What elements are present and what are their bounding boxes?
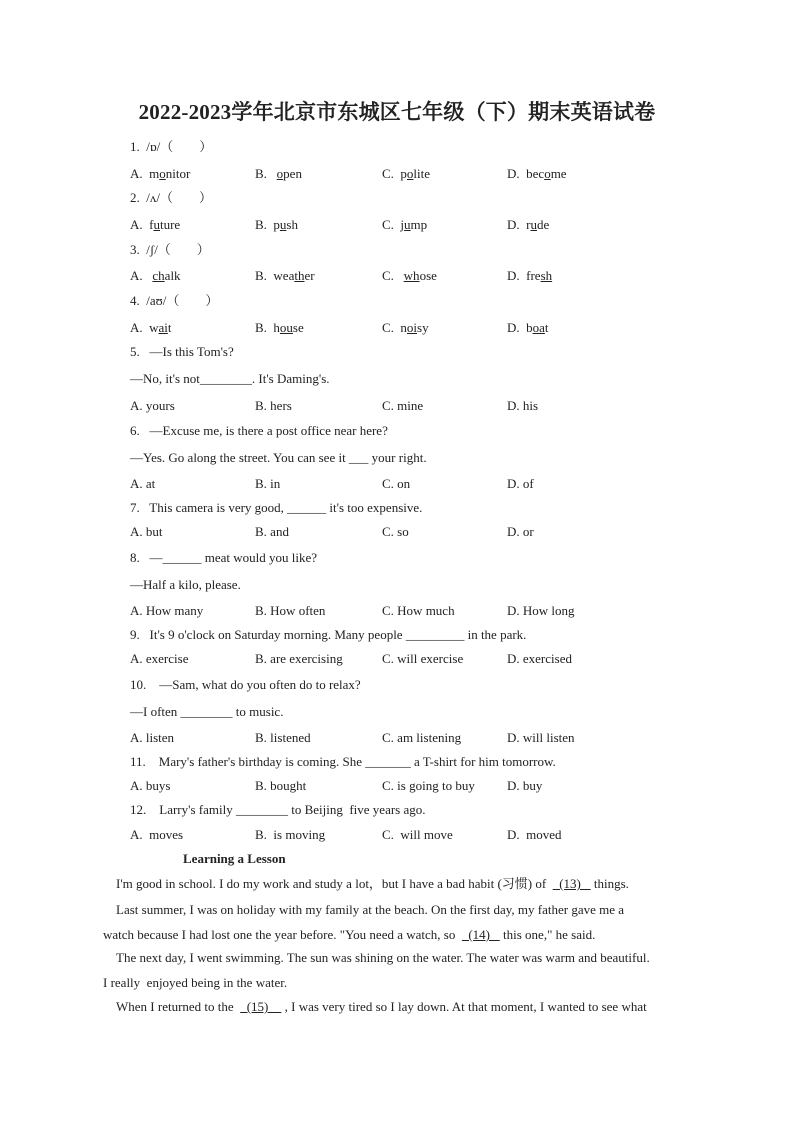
question-stem: 11. Mary's father's birthday is coming. She _______ a T-shirt for him tomorrow.: [130, 754, 556, 769]
option-b[interactable]: B. in: [255, 476, 281, 491]
underlined-letters: o: [276, 166, 284, 181]
options-row: [130, 217, 650, 233]
question-stem: 8. —______ meat would you like?: [130, 550, 318, 565]
option-text: A.: [130, 268, 153, 283]
question-stem: 10. —Sam, what do you often do to relax?: [130, 677, 361, 692]
question-stem: 6. —Excuse me, is there a post office near here?: [130, 423, 388, 438]
blank-15: (15): [240, 999, 282, 1014]
option-a[interactable]: A. moves: [130, 827, 184, 842]
option-text: A.: [130, 166, 150, 181]
options-row: [130, 166, 650, 182]
option-a[interactable]: [130, 268, 181, 284]
blank-13: (13): [552, 876, 591, 891]
passage-text: , I was very tired so I lay down. At that moment, I wanted to see what: [281, 999, 647, 1014]
option-text: w: [149, 320, 159, 335]
option-text: m: [149, 166, 160, 181]
option-text: ture: [159, 217, 181, 232]
option-text: b: [526, 320, 533, 335]
question-stem: 1. /ɒ/（ ）: [130, 139, 213, 154]
option-d[interactable]: D. moved: [507, 827, 562, 842]
option-text: alk: [164, 268, 181, 283]
option-d[interactable]: [507, 268, 552, 284]
underlined-letters: th: [294, 268, 305, 283]
passage-text: watch because I had lost one the year before. "You need a watch, so: [103, 927, 462, 942]
option-text: C.: [382, 166, 401, 181]
dialogue-line: —I often ________ to music.: [130, 704, 284, 719]
option-b[interactable]: B. bought: [255, 778, 307, 793]
options-row: [130, 651, 650, 667]
option-text: h: [273, 320, 280, 335]
underlined-letters: ai: [158, 320, 168, 335]
passage-title: Learning a Lesson: [183, 851, 286, 866]
option-a[interactable]: A. exercise: [130, 651, 189, 666]
underlined-letters: sh: [540, 268, 553, 283]
option-a[interactable]: A. at: [130, 476, 156, 491]
option-d[interactable]: D. will listen: [507, 730, 575, 745]
passage-line: [103, 927, 595, 943]
option-b[interactable]: B. is moving: [255, 827, 326, 842]
option-text: n: [400, 320, 407, 335]
underlined-letters: oi: [406, 320, 418, 335]
option-text: me: [550, 166, 567, 181]
option-c[interactable]: [382, 268, 437, 284]
dialogue-line: —Yes. Go along the street. You can see it ___ your right.: [130, 450, 427, 465]
option-text: sy: [417, 320, 429, 335]
option-text: ose: [419, 268, 437, 283]
option-text: t: [544, 320, 549, 335]
option-text: f: [149, 217, 154, 232]
dialogue-line: —Half a kilo, please.: [130, 577, 241, 592]
option-text: r: [526, 217, 531, 232]
passage-text: this one," he said.: [499, 927, 596, 942]
option-b[interactable]: B. listened: [255, 730, 311, 745]
option-b[interactable]: [255, 320, 304, 336]
option-text: bec: [526, 166, 545, 181]
option-text: B.: [255, 166, 277, 181]
option-a[interactable]: A. listen: [130, 730, 175, 745]
underlined-letters: o: [544, 166, 551, 181]
passage-line: Last summer, I was on holiday with my family at the beach. On the first day, my father gave me a: [116, 902, 625, 917]
option-b[interactable]: [255, 268, 315, 284]
question-stem: 3. /ʃ/（ ）: [130, 242, 210, 257]
options-row: [130, 398, 650, 414]
underlined-letters: wh: [403, 268, 420, 283]
passage-text: I'm good in school. I do my work and study a lot，but I have a bad habit (习惯) of: [116, 876, 553, 891]
option-c[interactable]: C. am listening: [382, 730, 462, 745]
option-text: de: [536, 217, 550, 232]
passage-text: things.: [590, 876, 629, 891]
option-a[interactable]: A. yours: [130, 398, 175, 413]
option-text: B.: [255, 217, 274, 232]
option-text: C.: [382, 320, 401, 335]
option-text: pen: [283, 166, 302, 181]
option-d[interactable]: D. buy: [507, 778, 543, 793]
dialogue-line: —No, it's not________. It's Daming's.: [130, 371, 330, 386]
option-text: D.: [507, 217, 527, 232]
option-a[interactable]: A. How many: [130, 603, 204, 618]
option-text: p: [400, 166, 407, 181]
option-a[interactable]: [130, 320, 172, 336]
option-text: mp: [410, 217, 428, 232]
underlined-letters: o: [159, 166, 166, 181]
option-text: B.: [255, 320, 274, 335]
option-b[interactable]: B. hers: [255, 398, 292, 413]
question-stem: 5. —Is this Tom's?: [130, 344, 234, 359]
option-text: D.: [507, 268, 527, 283]
option-text: j: [400, 217, 405, 232]
underlined-letters: o: [406, 166, 414, 181]
option-c[interactable]: C. is going to buy: [382, 778, 475, 793]
option-c[interactable]: C. so: [382, 524, 409, 539]
option-text: lite: [413, 166, 431, 181]
underlined-letters: ou: [279, 320, 293, 335]
option-c[interactable]: [382, 166, 430, 182]
option-text: D.: [507, 320, 527, 335]
underlined-letters: u: [279, 217, 287, 232]
question-stem: 4. /aʊ/（ ）: [130, 293, 219, 308]
underlined-letters: u: [153, 217, 160, 232]
option-c[interactable]: [382, 320, 429, 336]
option-d[interactable]: D. his: [507, 398, 539, 413]
option-a[interactable]: A. buys: [130, 778, 171, 793]
option-b[interactable]: [255, 217, 298, 233]
option-b[interactable]: B. and: [255, 524, 289, 539]
passage-line: [116, 876, 629, 892]
option-c[interactable]: C. on: [382, 476, 411, 491]
options-row: [130, 320, 650, 336]
question-stem: 9. It's 9 o'clock on Saturday morning. Many people _________ in the park.: [130, 627, 527, 642]
options-row: [130, 524, 650, 540]
option-text: t: [167, 320, 172, 335]
option-text: B.: [255, 268, 274, 283]
options-row: [130, 778, 650, 794]
passage-line: The next day, I went swimming. The sun was shining on the water. The water was warm and beautiful.: [116, 950, 650, 965]
underlined-letters: oa: [532, 320, 545, 335]
underlined-letters: u: [404, 217, 411, 232]
option-text: fre: [526, 268, 541, 283]
underlined-letters: u: [530, 217, 537, 232]
question-stem: 7. This camera is very good, ______ it's too expensive.: [130, 500, 423, 515]
option-a[interactable]: [130, 217, 180, 233]
option-d[interactable]: [507, 166, 567, 182]
option-text: C.: [382, 217, 401, 232]
option-text: A.: [130, 217, 150, 232]
option-d[interactable]: D. exercised: [507, 651, 572, 666]
question-stem: 12. Larry's family ________ to Beijing five years ago.: [130, 802, 426, 817]
options-row: [130, 476, 650, 492]
option-text: se: [292, 320, 304, 335]
option-c[interactable]: C. will exercise: [382, 651, 464, 666]
option-text: er: [304, 268, 315, 283]
passage-text: When I returned to the: [116, 999, 241, 1014]
option-d[interactable]: D. or: [507, 524, 534, 539]
option-text: C.: [382, 268, 404, 283]
passage-line: [116, 999, 647, 1015]
option-text: D.: [507, 166, 527, 181]
options-row: [130, 827, 650, 843]
option-a[interactable]: [130, 166, 190, 182]
options-row: [130, 268, 650, 284]
option-b[interactable]: B. are exercising: [255, 651, 343, 666]
option-text: sh: [286, 217, 298, 232]
option-c[interactable]: C. will move: [382, 827, 453, 842]
options-row: [130, 603, 650, 619]
option-c[interactable]: [382, 217, 427, 233]
option-text: p: [273, 217, 280, 232]
option-text: wea: [273, 268, 295, 283]
option-c[interactable]: C. mine: [382, 398, 424, 413]
option-d[interactable]: [507, 217, 549, 233]
passage-line: I really enjoyed being in the water.: [103, 975, 288, 990]
option-c[interactable]: C. How much: [382, 603, 455, 618]
option-d[interactable]: [507, 320, 549, 336]
option-b[interactable]: [255, 166, 302, 182]
option-a[interactable]: A. but: [130, 524, 163, 539]
option-d[interactable]: D. of: [507, 476, 534, 491]
option-text: nitor: [165, 166, 191, 181]
option-text: A.: [130, 320, 150, 335]
underlined-letters: ch: [152, 268, 165, 283]
option-d[interactable]: D. How long: [507, 603, 575, 618]
option-b[interactable]: B. How often: [255, 603, 326, 618]
options-row: [130, 730, 650, 746]
page-title: 2022-2023学年北京市东城区七年级（下）期末英语试卷: [138, 100, 656, 124]
blank-14: (14): [461, 927, 500, 942]
question-stem: 2. /ʌ/（ ）: [130, 190, 212, 205]
